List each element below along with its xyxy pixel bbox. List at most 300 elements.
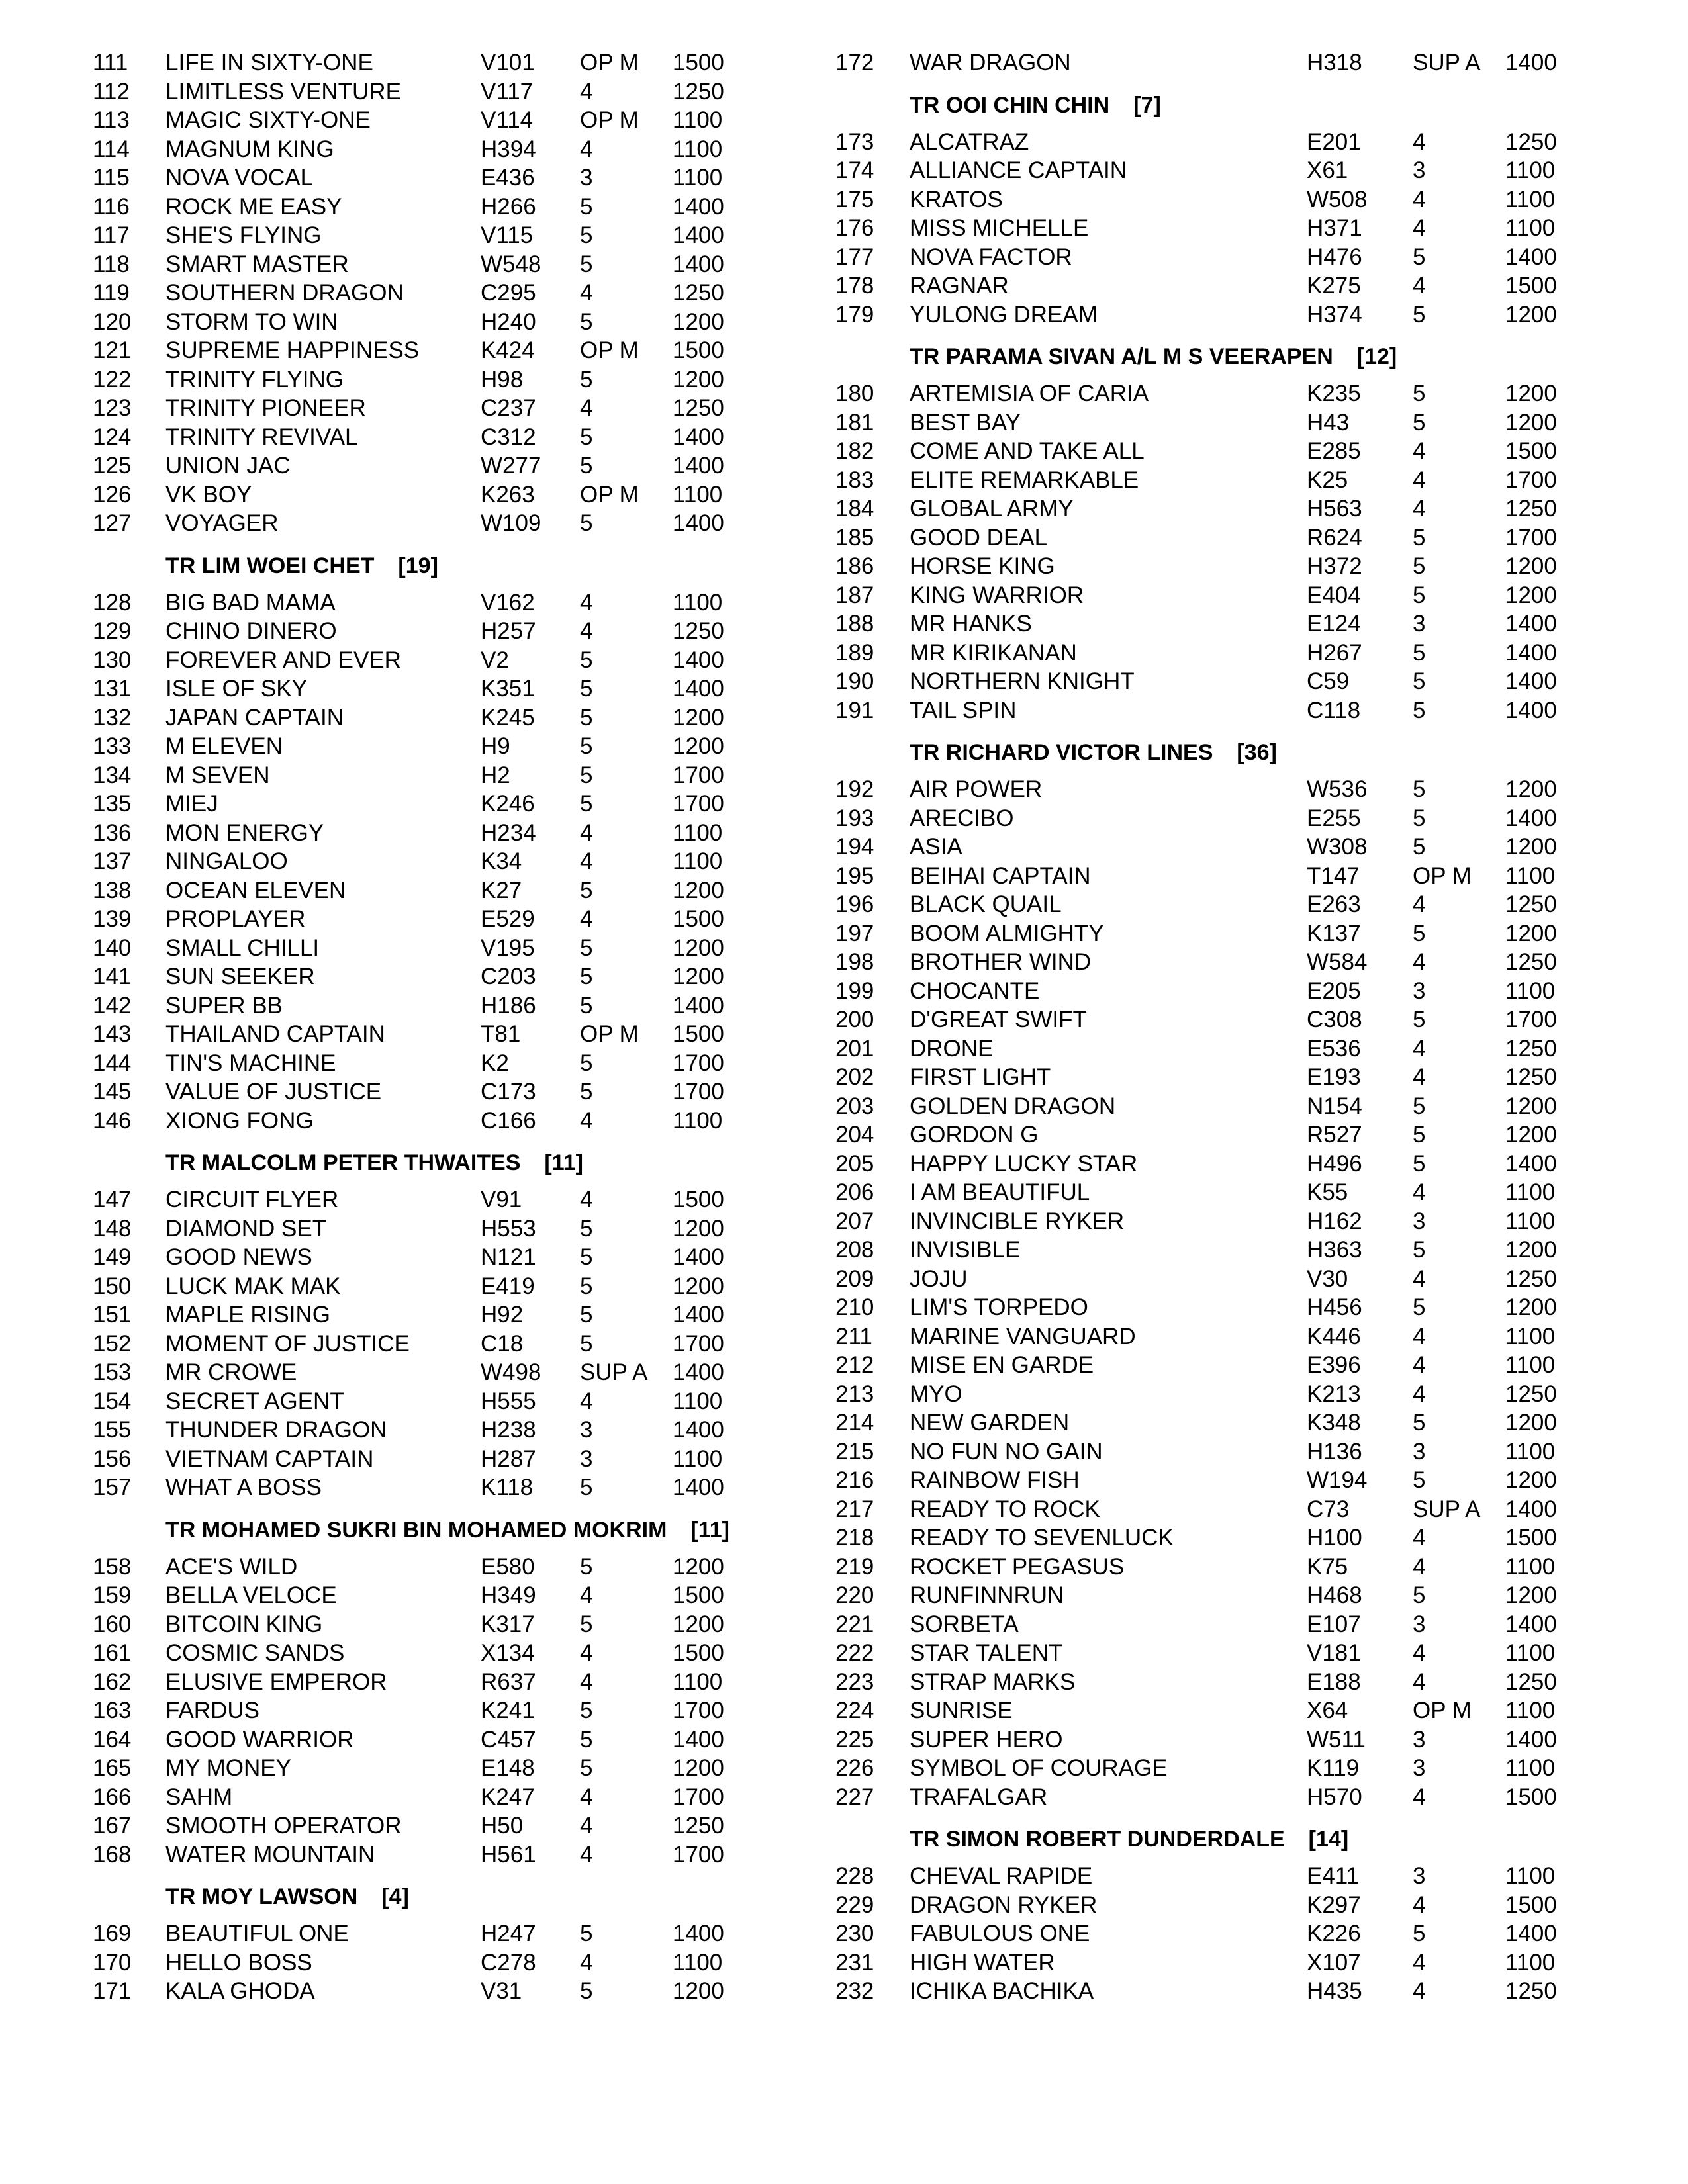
horse-name: PROPLAYER bbox=[165, 906, 306, 932]
entry-row bbox=[740, 300, 1584, 330]
entry-row bbox=[740, 666, 1584, 697]
horse-number: 156 bbox=[93, 1446, 132, 1472]
horse-number: 160 bbox=[93, 1612, 132, 1637]
horse-name: ELUSIVE EMPEROR bbox=[165, 1669, 387, 1695]
horse-number: 180 bbox=[835, 381, 874, 406]
horse-weight: 1400 bbox=[673, 510, 724, 536]
horse-weight: 1250 bbox=[673, 79, 724, 105]
horse-name: HORSE KING bbox=[910, 553, 1055, 579]
trainer-heading bbox=[910, 340, 1397, 373]
entry-row bbox=[740, 1293, 1584, 1323]
horse-weight: 1400 bbox=[673, 1302, 724, 1328]
horse-rating: 5 bbox=[580, 1727, 593, 1752]
horse-number: 135 bbox=[93, 791, 132, 817]
horse-name: MR KIRIKANAN bbox=[910, 640, 1077, 666]
horse-weight: 1250 bbox=[1505, 1381, 1557, 1407]
entry-row bbox=[0, 818, 844, 848]
entry-row bbox=[740, 551, 1584, 582]
horse-weight: 1500 bbox=[1505, 273, 1557, 298]
horse-rating: 5 bbox=[1413, 1582, 1426, 1608]
horse-code: K226 bbox=[1307, 1921, 1361, 1946]
horse-rating: 4 bbox=[1413, 1525, 1426, 1551]
entry-row bbox=[0, 307, 844, 338]
horse-number: 181 bbox=[835, 410, 874, 435]
horse-code: K317 bbox=[481, 1612, 535, 1637]
horse-number: 216 bbox=[835, 1467, 874, 1493]
entry-row bbox=[740, 379, 1584, 409]
horse-weight: 1700 bbox=[673, 1842, 724, 1868]
horse-name: RUNFINNRUN bbox=[910, 1582, 1064, 1608]
horse-number: 220 bbox=[835, 1582, 874, 1608]
horse-weight: 1250 bbox=[1505, 949, 1557, 975]
entry-row bbox=[0, 846, 844, 877]
horse-weight: 1200 bbox=[673, 935, 724, 961]
horse-name: WHAT A BOSS bbox=[165, 1475, 322, 1500]
horse-name: BOOM ALMIGHTY bbox=[910, 921, 1104, 946]
entry-row bbox=[0, 1782, 844, 1813]
entry-row bbox=[740, 156, 1584, 186]
horse-weight: 1200 bbox=[673, 705, 724, 731]
horse-weight: 1100 bbox=[1505, 1352, 1556, 1378]
horse-number: 131 bbox=[93, 676, 132, 702]
horse-weight: 1400 bbox=[673, 1475, 724, 1500]
trainer-heading bbox=[165, 549, 438, 582]
horse-weight: 1400 bbox=[673, 251, 724, 277]
horse-weight: 1400 bbox=[1505, 640, 1557, 666]
entry-row bbox=[740, 1580, 1584, 1611]
horse-rating: 5 bbox=[1413, 805, 1426, 831]
horse-rating: 5 bbox=[580, 510, 593, 536]
horse-code: C18 bbox=[481, 1331, 524, 1357]
horse-name: TAIL SPIN bbox=[910, 698, 1017, 723]
horse-code: E536 bbox=[1307, 1036, 1361, 1062]
horse-name: NORTHERN KNIGHT bbox=[910, 668, 1135, 694]
horse-name: BEAUTIFUL ONE bbox=[165, 1921, 349, 1946]
horse-code: V117 bbox=[481, 79, 534, 105]
horse-number: 188 bbox=[835, 611, 874, 637]
horse-rating: 5 bbox=[1413, 1921, 1426, 1946]
entry-row bbox=[0, 1214, 844, 1244]
horse-name: TRINITY FLYING bbox=[165, 367, 344, 392]
horse-name: NINGALOO bbox=[165, 848, 288, 874]
horse-name: SOUTHERN DRAGON bbox=[165, 280, 404, 306]
horse-rating: 3 bbox=[1413, 1612, 1426, 1637]
horse-name: OCEAN ELEVEN bbox=[165, 878, 346, 903]
horse-name: WAR DRAGON bbox=[910, 50, 1071, 75]
horse-code: K2 bbox=[481, 1050, 509, 1076]
horse-number: 190 bbox=[835, 668, 874, 694]
entry-row bbox=[740, 1948, 1584, 1978]
entry-row bbox=[0, 1242, 844, 1273]
entry-row bbox=[0, 1811, 844, 1841]
entry-row bbox=[740, 1437, 1584, 1467]
entry-row bbox=[0, 336, 844, 366]
entry-row bbox=[0, 1415, 844, 1445]
horse-rating: 5 bbox=[580, 453, 593, 478]
horse-name: BROTHER WIND bbox=[910, 949, 1092, 975]
horse-rating: 5 bbox=[1413, 410, 1426, 435]
horse-rating: 5 bbox=[580, 1475, 593, 1500]
entry-row bbox=[740, 408, 1584, 438]
horse-number: 221 bbox=[835, 1612, 874, 1637]
entry-row bbox=[740, 1610, 1584, 1640]
horse-name: SMOOTH OPERATOR bbox=[165, 1813, 402, 1839]
trainer-name: TR PARAMA SIVAN A/L M S VEERAPEN bbox=[910, 344, 1333, 369]
entry-row bbox=[0, 77, 844, 107]
entry-row bbox=[740, 919, 1584, 949]
horse-weight: 1700 bbox=[673, 1784, 724, 1810]
horse-name: JOJU bbox=[910, 1266, 968, 1292]
horse-rating: 4 bbox=[1413, 187, 1426, 212]
horse-number: 218 bbox=[835, 1525, 874, 1551]
horse-weight: 1250 bbox=[1505, 1669, 1557, 1695]
horse-weight: 1200 bbox=[1505, 1093, 1557, 1119]
horse-weight: 1200 bbox=[673, 964, 724, 989]
horse-rating: 5 bbox=[580, 1755, 593, 1781]
entry-row bbox=[740, 1091, 1584, 1122]
entry-row bbox=[740, 271, 1584, 301]
horse-code: K275 bbox=[1307, 273, 1361, 298]
horse-rating: 5 bbox=[1413, 1122, 1426, 1148]
horse-weight: 1200 bbox=[1505, 381, 1557, 406]
entry-row bbox=[740, 1861, 1584, 1891]
entry-row bbox=[0, 1185, 844, 1215]
horse-rating: 5 bbox=[1413, 921, 1426, 946]
entry-row bbox=[740, 1919, 1584, 1949]
entry-row bbox=[0, 789, 844, 819]
horse-rating: OP M bbox=[1413, 863, 1472, 889]
horse-name: VALUE OF JUSTICE bbox=[165, 1079, 382, 1105]
horse-name: SYMBOL OF COURAGE bbox=[910, 1755, 1168, 1781]
horse-weight: 1100 bbox=[673, 1669, 723, 1695]
horse-number: 177 bbox=[835, 244, 874, 270]
horse-code: X64 bbox=[1307, 1698, 1348, 1723]
horse-weight: 1400 bbox=[673, 1417, 724, 1443]
horse-weight: 1400 bbox=[673, 1244, 724, 1270]
trainer-name: TR MALCOLM PETER THWAITES bbox=[165, 1150, 521, 1175]
horse-code: H266 bbox=[481, 194, 536, 220]
horse-rating: 4 bbox=[580, 590, 593, 615]
horse-rating: 5 bbox=[580, 705, 593, 731]
horse-code: X61 bbox=[1307, 158, 1348, 183]
entry-row bbox=[0, 760, 844, 791]
horse-weight: 1100 bbox=[1505, 1324, 1556, 1349]
horse-code: H287 bbox=[481, 1446, 536, 1472]
horse-code: C73 bbox=[1307, 1496, 1350, 1522]
entry-row bbox=[0, 1840, 844, 1870]
horse-weight: 1200 bbox=[673, 1554, 724, 1580]
horse-weight: 1700 bbox=[673, 1079, 724, 1105]
horse-code: W536 bbox=[1307, 776, 1368, 802]
horse-rating: 5 bbox=[580, 791, 593, 817]
horse-name: BLACK QUAIL bbox=[910, 891, 1062, 917]
horse-rating: 5 bbox=[580, 647, 593, 673]
horse-rating: 4 bbox=[580, 1784, 593, 1810]
entry-row bbox=[740, 523, 1584, 553]
entry-row bbox=[0, 451, 844, 481]
horse-number: 212 bbox=[835, 1352, 874, 1378]
horse-name: GOOD WARRIOR bbox=[165, 1727, 354, 1752]
horse-number: 222 bbox=[835, 1640, 874, 1666]
entry-row bbox=[0, 1300, 844, 1330]
horse-rating: 4 bbox=[1413, 273, 1426, 298]
horse-name: I AM BEAUTIFUL bbox=[910, 1179, 1090, 1205]
horse-code: R637 bbox=[481, 1669, 536, 1695]
horse-rating: 5 bbox=[1413, 553, 1426, 579]
horse-number: 137 bbox=[93, 848, 132, 874]
horse-code: K241 bbox=[481, 1698, 535, 1723]
entry-row bbox=[0, 1552, 844, 1582]
horse-name: COME AND TAKE ALL bbox=[910, 438, 1145, 464]
horse-number: 153 bbox=[93, 1359, 132, 1385]
horse-rating: 5 bbox=[580, 424, 593, 450]
horse-number: 151 bbox=[93, 1302, 132, 1328]
entry-row bbox=[740, 774, 1584, 805]
horse-weight: 1400 bbox=[673, 194, 724, 220]
horse-weight: 1400 bbox=[673, 1727, 724, 1752]
entry-row bbox=[740, 580, 1584, 611]
horse-weight: 1400 bbox=[1505, 244, 1557, 270]
horse-number: 139 bbox=[93, 906, 132, 932]
entry-row bbox=[0, 278, 844, 308]
horse-name: TIN'S MACHINE bbox=[165, 1050, 336, 1076]
horse-rating: 4 bbox=[1413, 1950, 1426, 1976]
entry-row bbox=[0, 422, 844, 453]
horse-number: 161 bbox=[93, 1640, 132, 1666]
horse-name: RAGNAR bbox=[910, 273, 1009, 298]
horse-number: 120 bbox=[93, 309, 132, 335]
horse-code: V2 bbox=[481, 647, 509, 673]
horse-number: 117 bbox=[93, 222, 130, 248]
horse-name: MISE EN GARDE bbox=[910, 1352, 1094, 1378]
horse-weight: 1200 bbox=[1505, 302, 1557, 328]
entry-row bbox=[0, 508, 844, 539]
horse-number: 230 bbox=[835, 1921, 874, 1946]
horse-number: 170 bbox=[93, 1950, 132, 1976]
horse-number: 114 bbox=[93, 136, 130, 162]
horse-weight: 1100 bbox=[1505, 1439, 1556, 1465]
horse-number: 214 bbox=[835, 1410, 874, 1435]
horse-code: E201 bbox=[1307, 129, 1361, 155]
horse-rating: OP M bbox=[580, 1021, 639, 1047]
horse-code: W194 bbox=[1307, 1467, 1368, 1493]
horse-code: H374 bbox=[1307, 302, 1362, 328]
horse-weight: 1100 bbox=[1505, 187, 1556, 212]
horse-rating: 5 bbox=[580, 1612, 593, 1637]
horse-weight: 1400 bbox=[1505, 805, 1557, 831]
horse-rating: 5 bbox=[580, 878, 593, 903]
horse-name: SMALL CHILLI bbox=[165, 935, 320, 961]
horse-weight: 1250 bbox=[1505, 1036, 1557, 1062]
horse-number: 206 bbox=[835, 1179, 874, 1205]
horse-rating: 5 bbox=[1413, 525, 1426, 551]
horse-number: 204 bbox=[835, 1122, 874, 1148]
horse-rating: 5 bbox=[1413, 1093, 1426, 1119]
horse-weight: 1400 bbox=[673, 993, 724, 1019]
horse-name: MY MONEY bbox=[165, 1755, 291, 1781]
horse-name: ALLIANCE CAPTAIN bbox=[910, 158, 1127, 183]
horse-name: NO FUN NO GAIN bbox=[910, 1439, 1103, 1465]
horse-name: HELLO BOSS bbox=[165, 1950, 312, 1976]
horse-number: 196 bbox=[835, 891, 874, 917]
horse-number: 134 bbox=[93, 762, 132, 788]
horse-rating: 4 bbox=[1413, 1352, 1426, 1378]
horse-rating: 4 bbox=[1413, 1179, 1426, 1205]
horse-code: K351 bbox=[481, 676, 535, 702]
horse-code: H238 bbox=[481, 1417, 536, 1443]
entry-row bbox=[0, 105, 844, 136]
horse-weight: 1100 bbox=[673, 848, 723, 874]
horse-name: TRAFALGAR bbox=[910, 1784, 1048, 1810]
horse-name: WATER MOUNTAIN bbox=[165, 1842, 375, 1868]
horse-code: H247 bbox=[481, 1921, 536, 1946]
horse-number: 162 bbox=[93, 1669, 132, 1695]
horse-number: 169 bbox=[93, 1921, 132, 1946]
horse-number: 232 bbox=[835, 1978, 874, 2004]
horse-name: LIFE IN SIXTY-ONE bbox=[165, 50, 373, 75]
horse-rating: 4 bbox=[1413, 1266, 1426, 1292]
horse-weight: 1100 bbox=[1505, 1208, 1556, 1234]
horse-rating: SUP A bbox=[1413, 1496, 1481, 1522]
horse-name: NOVA FACTOR bbox=[910, 244, 1072, 270]
horse-weight: 1400 bbox=[1505, 1921, 1557, 1946]
horse-number: 168 bbox=[93, 1842, 132, 1868]
horse-code: W308 bbox=[1307, 834, 1368, 860]
horse-rating: 5 bbox=[580, 1050, 593, 1076]
horse-rating: 5 bbox=[580, 1216, 593, 1242]
horse-number: 182 bbox=[835, 438, 874, 464]
entry-row bbox=[740, 889, 1584, 920]
trainer-heading bbox=[165, 1514, 729, 1547]
horse-name: DIAMOND SET bbox=[165, 1216, 327, 1242]
entry-row bbox=[740, 1465, 1584, 1496]
entry-row bbox=[0, 1271, 844, 1302]
horse-code: H9 bbox=[481, 733, 510, 759]
entry-row bbox=[740, 242, 1584, 273]
horse-number: 202 bbox=[835, 1064, 874, 1090]
horse-code: E263 bbox=[1307, 891, 1361, 917]
horse-rating: 5 bbox=[1413, 1410, 1426, 1435]
horse-code: H2 bbox=[481, 762, 510, 788]
horse-number: 111 bbox=[93, 50, 128, 75]
entry-row bbox=[0, 731, 844, 762]
horse-weight: 1250 bbox=[673, 1813, 724, 1839]
entry-row bbox=[0, 1638, 844, 1668]
entry-row bbox=[740, 1034, 1584, 1064]
trainer-name: TR LIM WOEI CHET bbox=[165, 553, 375, 578]
entry-row bbox=[0, 1696, 844, 1726]
horse-weight: 1400 bbox=[1505, 668, 1557, 694]
horse-name: SORBETA bbox=[910, 1612, 1019, 1637]
horse-code: E529 bbox=[481, 906, 535, 932]
horse-name: FARDUS bbox=[165, 1698, 259, 1723]
horse-code: W109 bbox=[481, 510, 541, 536]
horse-code: E436 bbox=[481, 165, 535, 191]
horse-name: ALCATRAZ bbox=[910, 129, 1029, 155]
entry-row bbox=[0, 163, 844, 193]
horse-code: C457 bbox=[481, 1727, 536, 1752]
horse-code: H394 bbox=[481, 136, 536, 162]
horse-weight: 1200 bbox=[1505, 776, 1557, 802]
horse-name: LIM'S TORPEDO bbox=[910, 1295, 1088, 1320]
horse-number: 179 bbox=[835, 302, 874, 328]
entry-row bbox=[0, 962, 844, 992]
entry-row bbox=[740, 1120, 1584, 1150]
horse-rating: OP M bbox=[580, 482, 639, 508]
horse-code: C59 bbox=[1307, 668, 1350, 694]
horse-number: 165 bbox=[93, 1755, 132, 1781]
horse-name: SAHM bbox=[165, 1784, 233, 1810]
horse-name: BELLA VELOCE bbox=[165, 1582, 337, 1608]
horse-weight: 1700 bbox=[673, 1331, 724, 1357]
entry-row bbox=[0, 1329, 844, 1359]
horse-rating: 5 bbox=[580, 762, 593, 788]
horse-number: 210 bbox=[835, 1295, 874, 1320]
horse-weight: 1700 bbox=[1505, 467, 1557, 493]
horse-weight: 1700 bbox=[673, 1050, 724, 1076]
trainer-name: TR RICHARD VICTOR LINES bbox=[910, 740, 1213, 765]
horse-code: H234 bbox=[481, 820, 536, 846]
horse-name: READY TO SEVENLUCK bbox=[910, 1525, 1174, 1551]
horse-code: W277 bbox=[481, 453, 541, 478]
horse-code: K55 bbox=[1307, 1179, 1348, 1205]
horse-number: 194 bbox=[835, 834, 874, 860]
horse-weight: 1100 bbox=[673, 1950, 723, 1976]
horse-weight: 1250 bbox=[673, 280, 724, 306]
horse-rating: 3 bbox=[1413, 1439, 1426, 1465]
horse-rating: 4 bbox=[580, 618, 593, 644]
horse-number: 166 bbox=[93, 1784, 132, 1810]
horse-rating: OP M bbox=[580, 107, 639, 133]
horse-rating: SUP A bbox=[1413, 50, 1481, 75]
horse-number: 147 bbox=[93, 1187, 132, 1212]
horse-weight: 1500 bbox=[673, 1640, 724, 1666]
horse-number: 121 bbox=[93, 338, 132, 363]
horse-number: 191 bbox=[835, 698, 874, 723]
horse-code: H318 bbox=[1307, 50, 1362, 75]
entry-row bbox=[0, 192, 844, 222]
horse-number: 154 bbox=[93, 1388, 132, 1414]
horse-weight: 1250 bbox=[1505, 1064, 1557, 1090]
entry-row bbox=[0, 365, 844, 395]
horse-weight: 1100 bbox=[1505, 1755, 1556, 1781]
horse-weight: 1400 bbox=[1505, 1151, 1557, 1177]
horse-rating: 5 bbox=[1413, 1007, 1426, 1032]
horse-number: 217 bbox=[835, 1496, 874, 1522]
horse-weight: 1400 bbox=[673, 1921, 724, 1946]
horse-number: 205 bbox=[835, 1151, 874, 1177]
horse-number: 227 bbox=[835, 1784, 874, 1810]
horse-code: K263 bbox=[481, 482, 535, 508]
horse-code: H553 bbox=[481, 1216, 536, 1242]
horse-number: 213 bbox=[835, 1381, 874, 1407]
entry-row bbox=[740, 494, 1584, 524]
horse-number: 112 bbox=[93, 79, 130, 105]
entry-row bbox=[740, 436, 1584, 467]
horse-code: H496 bbox=[1307, 1151, 1362, 1177]
horse-weight: 1100 bbox=[673, 1388, 723, 1414]
horse-rating: 4 bbox=[1413, 215, 1426, 241]
horse-name: CIRCUIT FLYER bbox=[165, 1187, 339, 1212]
horse-rating: 5 bbox=[580, 1079, 593, 1105]
horse-name: DRONE bbox=[910, 1036, 994, 1062]
horse-number: 136 bbox=[93, 820, 132, 846]
horse-code: E419 bbox=[481, 1273, 535, 1299]
horse-number: 193 bbox=[835, 805, 874, 831]
horse-name: ARECIBO bbox=[910, 805, 1014, 831]
entry-row bbox=[0, 1725, 844, 1755]
horse-number: 142 bbox=[93, 993, 132, 1019]
